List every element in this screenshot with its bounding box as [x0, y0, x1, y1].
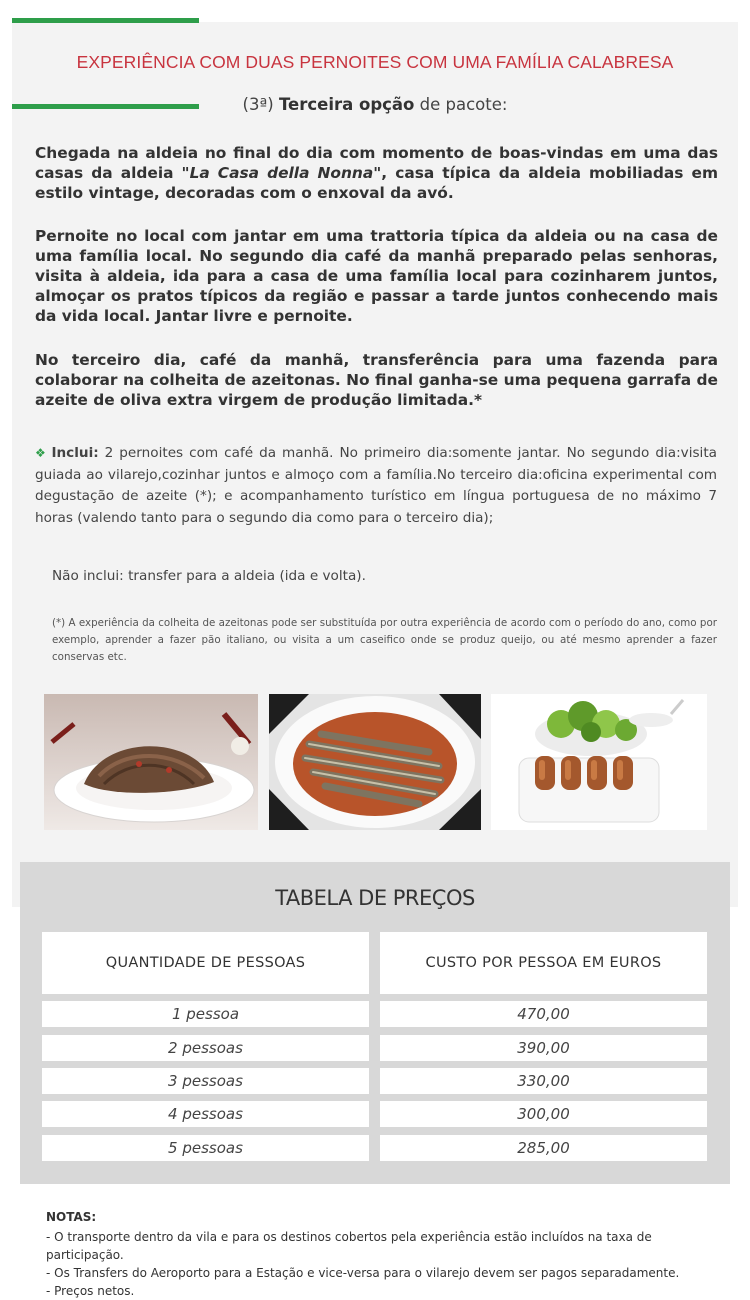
- includes-label: Inclui:: [51, 445, 99, 461]
- notes-heading: NOTAS:: [46, 1210, 97, 1224]
- notes-section: [46, 1208, 726, 1300]
- subtitle-suffix: de pacote:: [414, 95, 508, 114]
- pasta-dish-photo: [44, 694, 258, 830]
- cell-quantity-3: 3 pessoas: [42, 1068, 369, 1094]
- includes-block: [35, 443, 717, 529]
- header-quantity: QUANTIDADE DE PESSOAS: [42, 932, 369, 994]
- paragraph-third-day: No terceiro dia, café da manhã, transferência para uma fazenda para colaborar na colheita de azeitonas. No final ganha-se uma pequena garrafa de azeite de oliva extra virgem de produção limitada.*: [35, 351, 718, 409]
- cell-cost-5: 285,00: [380, 1135, 707, 1161]
- subtitle-prefix: (3ª): [242, 95, 279, 114]
- anchovies-dish-photo: [269, 694, 481, 830]
- cell-quantity-4: 4 pessoas: [42, 1101, 369, 1127]
- includes-text: 2 pernoites com café da manhã. No primeiro dia:somente jantar. No segundo dia:visita guiada ao vilarejo,cozinhar juntos e almoço com a família.No terceiro dia:oficina experimental com degustação de azeite (*); e acompanhamento turístico em língua portuguesa de no máximo 7 horas (valendo tanto para o segundo dia como para o terceiro dia);: [35, 445, 717, 526]
- cell-cost-1: 470,00: [380, 1001, 707, 1027]
- croquettes-salad-photo: [491, 694, 707, 830]
- note-item-2: - Os Transfers do Aeroporto para a Estação e vice-versa para o vilarejo devem ser pagos separadamente.: [46, 1266, 680, 1280]
- para1-text-b: , casa típica da aldeia mobiliadas em estilo vintage, decoradas com o enxoval da avó.: [35, 164, 718, 202]
- paragraph-arrival: [35, 143, 718, 203]
- page-title: EXPERIÊNCIA COM DUAS PERNOITES COM UMA FAMÍLIA CALABRESA: [76, 52, 674, 72]
- cell-cost-4: 300,00: [380, 1101, 707, 1127]
- paragraph-second-day: Pernoite no local com jantar em uma trattoria típica da aldeia ou na casa de uma família local. No segundo dia café da manhã preparado pelas senhoras, visita à aldeia, ida para a casa de uma família local para cozinharem juntos, almoçar os pratos típicos da região e passar a tarde juntos conhecendo mais da vida local. Jantar livre e pernoite.: [35, 227, 718, 325]
- footnote-text: (*) A experiência da colheita de azeitonas pode ser substituída por outra experiência de acordo com o período do ano, como por exemplo, aprender a fazer pão italiano, ou visita a um caseifico onde se produz queijo, ou até mesmo aprender a fazer conservas etc.: [52, 617, 717, 663]
- cell-quantity-1: 1 pessoa: [42, 1001, 369, 1027]
- top-green-bar: [12, 18, 199, 23]
- para1-text-a: Chegada na aldeia no final do dia com momento de boas-vindas em uma das casas da aldeia: [35, 144, 718, 182]
- package-subtitle: [0, 95, 750, 114]
- price-table-title: TABELA DE PREÇOS: [275, 886, 475, 910]
- diamond-bullet-icon: ❖: [35, 446, 48, 460]
- note-item-3: - Preços netos.: [46, 1284, 135, 1298]
- cell-cost-2: 390,00: [380, 1035, 707, 1061]
- header-cost: CUSTO POR PESSOA EM EUROS: [380, 932, 707, 994]
- note-item-1: - O transporte dentro da vila e para os destinos cobertos pela experiência estão incluídos na taxa de participação.: [46, 1230, 652, 1262]
- cell-quantity-2: 2 pessoas: [42, 1035, 369, 1061]
- para1-italic: "La Casa della Nonna": [181, 164, 382, 182]
- cell-quantity-5: 5 pessoas: [42, 1135, 369, 1161]
- subtitle-bold: Terceira opção: [278, 95, 415, 114]
- cell-cost-3: 330,00: [380, 1068, 707, 1094]
- not-included-text: Não inclui: transfer para a aldeia (ida e volta).: [52, 568, 366, 584]
